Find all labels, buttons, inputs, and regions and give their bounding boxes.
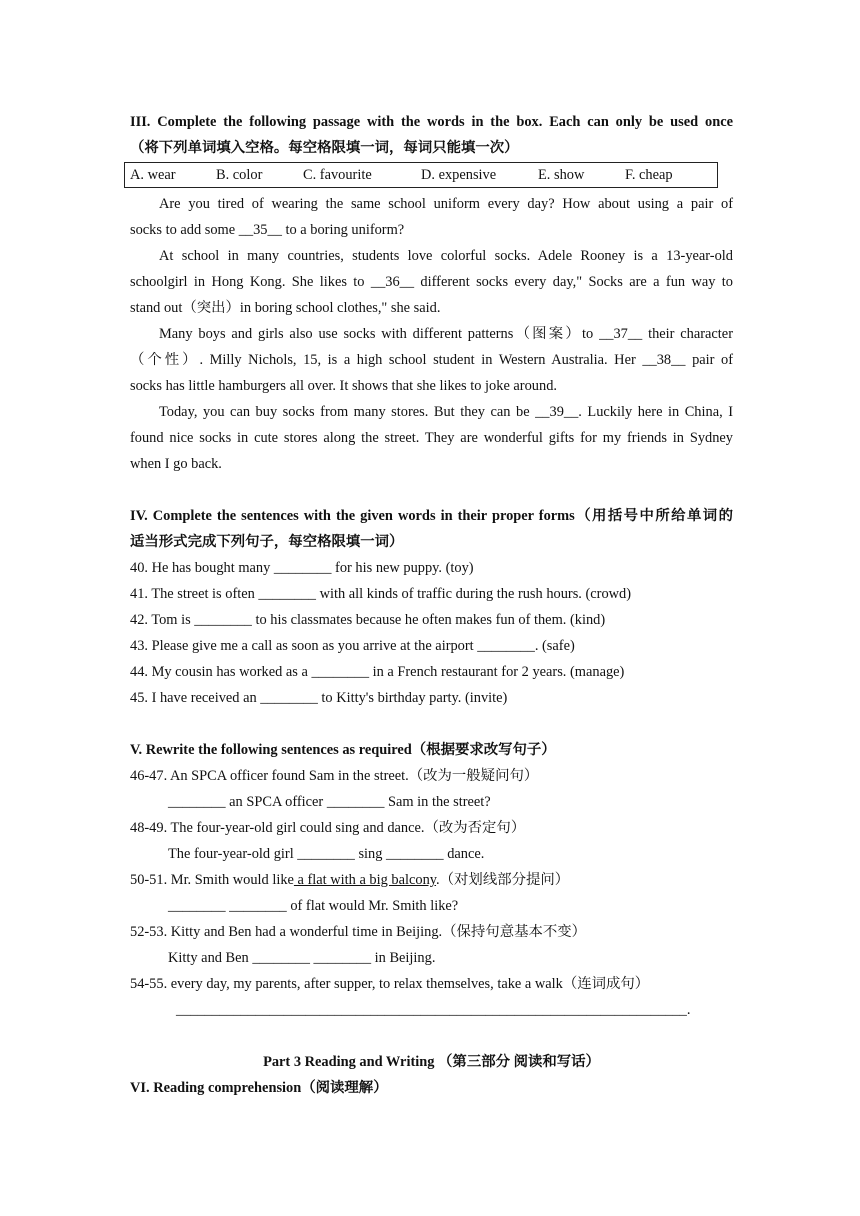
option-b: B. color: [216, 166, 263, 183]
option-c: C. favourite: [303, 166, 372, 183]
question-45: 45. I have received an ________ to Kitty's birthday party. (invite): [130, 690, 508, 706]
section-iv-title-line1: IV. Complete the sentences with the given words in their proper forms（用括号中所给单词的: [130, 508, 733, 524]
answer-48-49: The four-year-old girl ________ sing ________ dance.: [168, 846, 485, 862]
worksheet-content: [130, 109, 733, 1101]
option-a: A. wear: [130, 166, 176, 183]
section-iii-title-line2: （将下列单词填入空格。每空格限填一词，每词只能填一次）: [130, 140, 519, 156]
word-box: [124, 162, 718, 188]
option-e: E. show: [538, 166, 585, 183]
option-f: F. cheap: [625, 166, 673, 183]
answer-50-51: ________ ________ of flat would Mr. Smith like?: [168, 898, 459, 914]
question-42: 42. Tom is ________ to his classmates because he often makes fun of them. (kind): [130, 612, 606, 628]
question-50-51: [130, 867, 733, 893]
section-iv-title-line2: 适当形式完成下列句子，每空格限填一词）: [130, 534, 404, 550]
section-vi-title: VI. Reading comprehension（阅读理解）: [130, 1080, 388, 1096]
answer-46-47: ________ an SPCA officer ________ Sam in the street?: [168, 794, 491, 810]
spacer: [130, 711, 733, 737]
answer-54-55: _______________________________________________________________________.: [176, 1002, 691, 1018]
passage-line: found nice socks in cute stores along the street. They are wonderful gifts for my friends in Sydney: [130, 430, 733, 446]
question-40: 40. He has bought many ________ for his new puppy. (toy): [130, 560, 474, 576]
passage-line: socks to add some __35__ to a boring uniform?: [130, 222, 405, 238]
spacer: [130, 1023, 733, 1049]
question-50-51-suffix: .（对划线部分提问）: [436, 872, 570, 888]
passage-line: Today, you can buy socks from many stores. But they can be __39__. Luckily here in China, I: [159, 404, 733, 420]
passage-line: （个性）. Milly Nichols, 15, is a high school student in Western Australia. Her __38__ pair of: [130, 352, 733, 368]
question-44: 44. My cousin has worked as a ________ in a French restaurant for 2 years. (manage): [130, 664, 625, 680]
part-3-title: Part 3 Reading and Writing （第三部分 阅读和写话）: [263, 1054, 600, 1070]
question-46-47: 46-47. An SPCA officer found Sam in the street.（改为一般疑问句）: [130, 768, 539, 784]
passage-line: stand out（突出）in boring school clothes," she said.: [130, 300, 441, 316]
passage-line: At school in many countries, students love colorful socks. Adele Rooney is a 13-year-old: [159, 248, 733, 264]
question-43: 43. Please give me a call as soon as you arrive at the airport ________. (safe): [130, 638, 575, 654]
answer-52-53: Kitty and Ben ________ ________ in Beijing.: [168, 950, 436, 966]
passage-line: when I go back.: [130, 456, 222, 472]
passage-line: Are you tired of wearing the same school uniform every day? How about using a pair of: [159, 196, 733, 212]
question-48-49: 48-49. The four-year-old girl could sing and dance.（改为否定句）: [130, 820, 526, 836]
option-d: D. expensive: [421, 166, 497, 183]
section-iii-title-line1: III. Complete the following passage with the words in the box. Each can only be used once: [130, 114, 733, 130]
question-54-55: 54-55. every day, my parents, after supper, to relax themselves, take a walk（连词成句）: [130, 976, 650, 992]
spacer: [130, 477, 733, 503]
passage-line: socks has little hamburgers all over. It shows that she likes to joke around.: [130, 378, 557, 394]
question-41: 41. The street is often ________ with all kinds of traffic during the rush hours. (crowd): [130, 586, 632, 602]
underlined-phrase: a flat with a big balcony: [293, 872, 437, 888]
question-50-51-prefix: 50-51. Mr. Smith would like: [130, 872, 294, 888]
passage-line: schoolgirl in Hong Kong. She likes to __36__ different socks every day," Socks are a fun way to: [130, 274, 733, 290]
question-52-53: 52-53. Kitty and Ben had a wonderful time in Beijing.（保持句意基本不变）: [130, 924, 587, 940]
passage-line: Many boys and girls also use socks with different patterns（图案）to __37__ their character: [159, 326, 733, 342]
section-v-title: V. Rewrite the following sentences as required（根据要求改写句子）: [130, 742, 556, 758]
